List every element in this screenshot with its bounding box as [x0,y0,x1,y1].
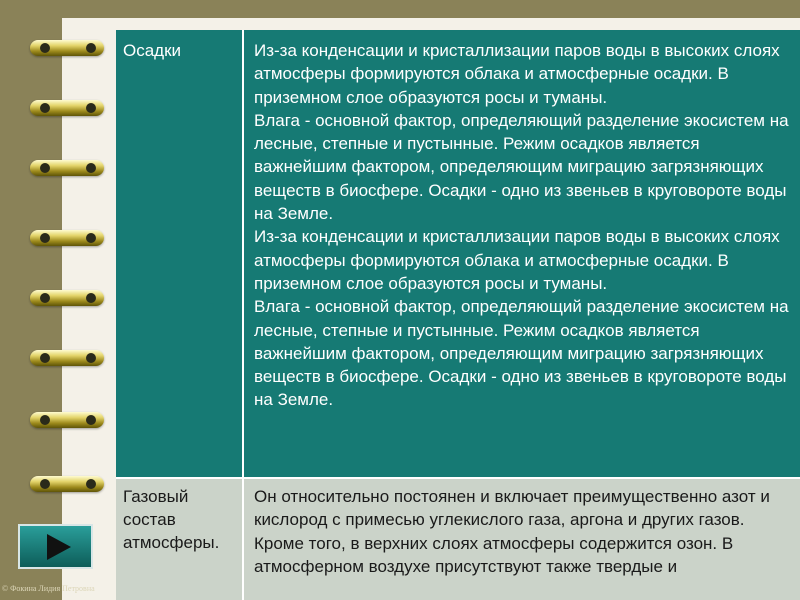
binder-ring-icon [30,348,104,368]
paragraph: Он относительно постоянен и включает преимущественно азот и кислород с примесью углекислого газа, аргона и других газов. Кроме того, в верхних слоях атмосферы содержится озон. В атмосферном воздухе присутствуют также твердые и [254,487,770,576]
row-label: Осадки [116,30,244,477]
table-row [116,479,800,600]
next-slide-button[interactable] [18,524,93,569]
row-label: Газовый состав атмосферы. [116,479,244,600]
play-icon [47,534,71,560]
binder-ring-icon [30,474,104,494]
paragraph: Влага - основной фактор, определяющий разделение экосистем на лесные, степные и пустынные. Режим осадков является важнейшим фактором, определяющим миграцию загрязняющих веществ в биосфере. Осадки - одно из звеньев в круговороте воды на Земле. [254,110,789,224]
row-description [246,30,800,477]
paragraph: Из-за конденсации и кристаллизации паров воды в высоких слоях атмосферы формируются облака и атмосферные осадки. В приземном слое образуются росы и туманы. [254,227,780,293]
paragraph: Влага - основной фактор, определяющий разделение экосистем на лесные, степные и пустынные. Режим осадков является важнейшим фактором, определяющим миграцию загрязняющих веществ в биосфере. Осадки - одно из звеньев в круговороте воды на Земле. [254,297,789,410]
paragraph: Из-за конденсации и кристаллизации паров воды в высоких слоях атмосферы формируются облака и атмосферные осадки. В приземном слое образуются росы и туманы. [254,41,780,107]
binder-ring-icon [30,158,104,178]
binder-ring-icon [30,288,104,308]
row-description [246,479,800,600]
table-row [116,30,800,477]
binder-ring-icon [30,410,104,430]
binder-ring-icon [30,38,104,58]
binder-ring-icon [30,98,104,118]
copyright-text: © Фокина Лидия Петровна [2,584,95,593]
binder-ring-icon [30,228,104,248]
info-table [116,30,800,600]
